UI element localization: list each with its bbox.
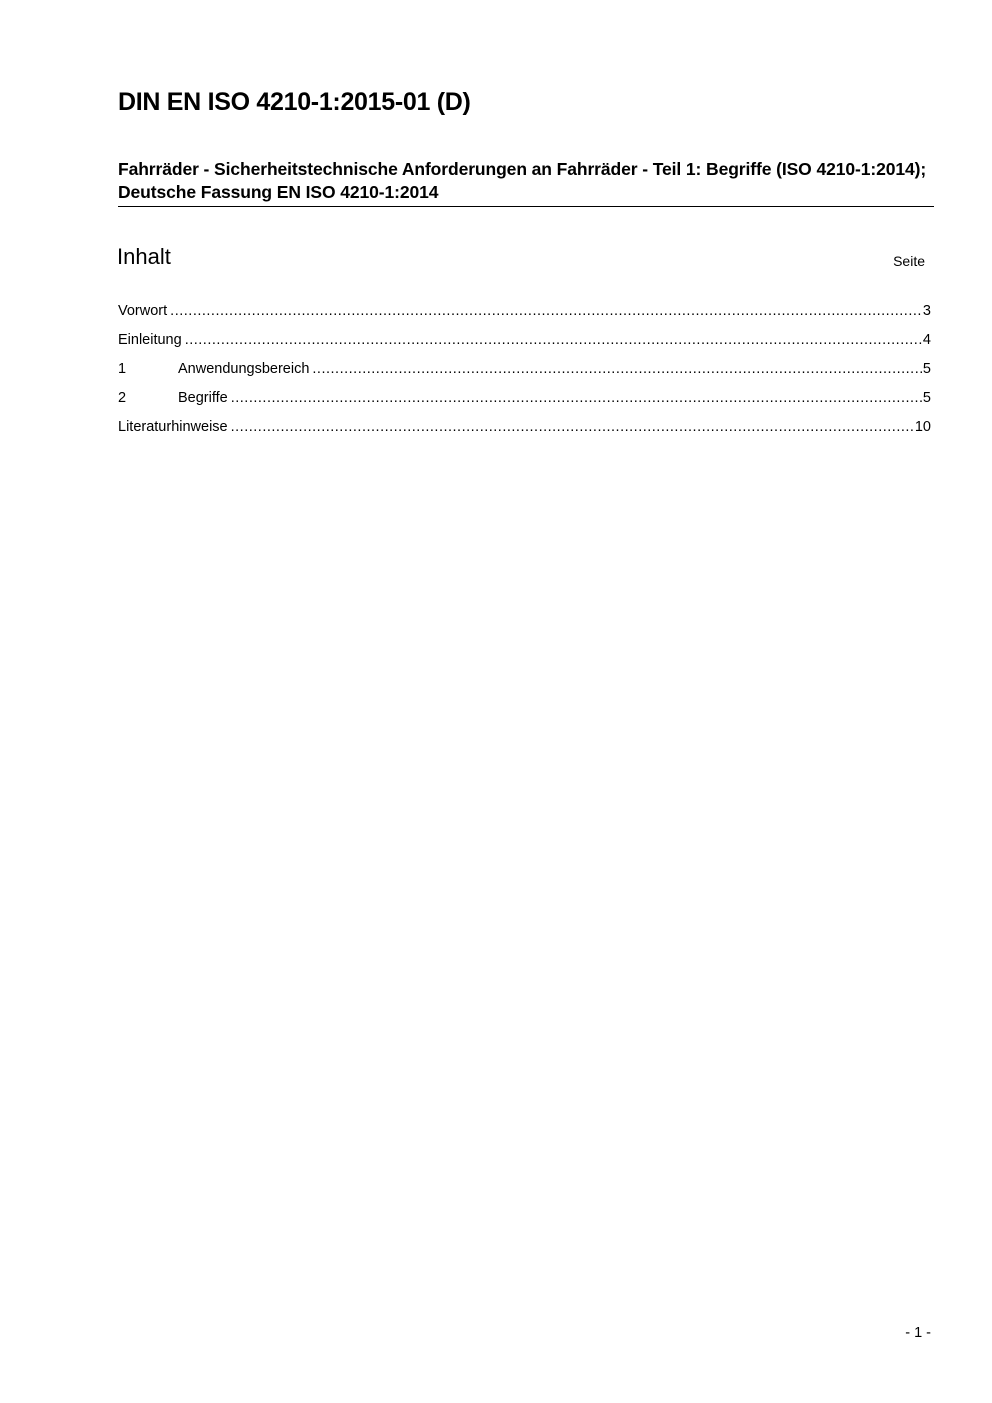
- toc-entry-page: 3: [922, 303, 931, 319]
- toc-dot-leader: [231, 416, 914, 438]
- table-of-contents: [118, 300, 931, 445]
- toc-page-column-heading: Seite: [893, 253, 925, 269]
- toc-entry-begriffe[interactable]: [118, 387, 931, 416]
- toc-entry-page: 5: [922, 361, 931, 377]
- toc-dot-leader: [312, 358, 922, 380]
- toc-entry-vorwort[interactable]: [118, 300, 931, 329]
- toc-entry-page: 4: [922, 332, 931, 348]
- toc-entry-number: 2: [118, 390, 127, 406]
- toc-entry-einleitung[interactable]: [118, 329, 931, 358]
- toc-entry-page: 10: [914, 419, 931, 435]
- toc-entry-page: 5: [922, 390, 931, 406]
- toc-dot-leader: [170, 300, 922, 322]
- document-subtitle: Fahrräder - Sicherheitstechnische Anforderungen an Fahrräder - Teil 1: Begriffe (ISO 4210-1:2014); Deutsche Fassung EN ISO 4210-1:2014: [118, 158, 934, 207]
- document-title: DIN EN ISO 4210-1:2015-01 (D): [118, 88, 471, 116]
- toc-dot-leader: [185, 329, 922, 351]
- toc-entry-anwendungsbereich[interactable]: [118, 358, 931, 387]
- toc-entry-label: Vorwort: [118, 303, 168, 319]
- toc-heading: Inhalt: [117, 244, 171, 269]
- toc-entry-label: Anwendungsbereich: [178, 361, 310, 377]
- toc-entry-label: Einleitung: [118, 332, 182, 348]
- toc-entry-number: 1: [118, 361, 127, 377]
- toc-dot-leader: [231, 387, 922, 409]
- toc-entry-label: Begriffe: [178, 390, 228, 406]
- page-number: - 1 -: [905, 1325, 931, 1341]
- toc-entry-label: Literaturhinweise: [118, 419, 228, 435]
- toc-entry-literaturhinweise[interactable]: [118, 416, 931, 445]
